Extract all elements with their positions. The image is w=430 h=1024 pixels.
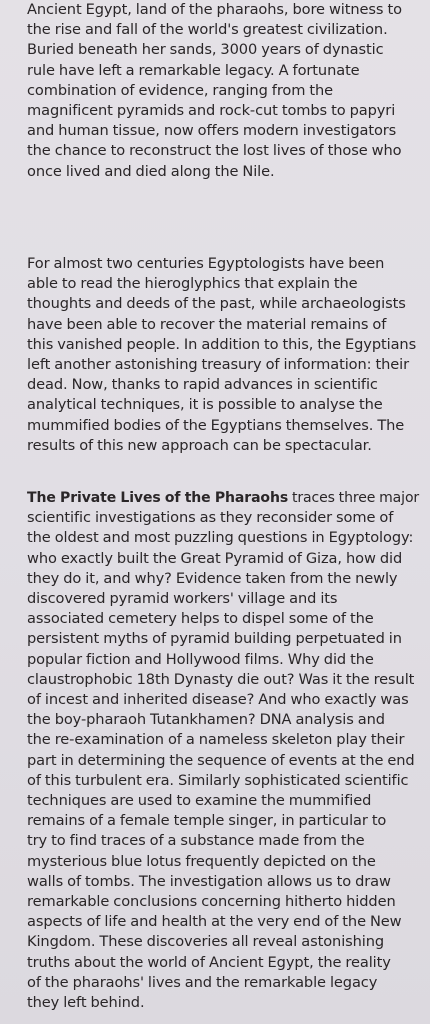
text-line: analytical techniques, it is possible to analyse the xyxy=(27,396,383,414)
text-line: of the pharaohs' lives and the remarkable legacy xyxy=(27,973,378,991)
text-line: the rise and fall of the world's greatest civilization. xyxy=(27,21,388,39)
text-line: For almost two centuries Egyptologists have been xyxy=(27,255,385,272)
text-line: aspects of life and health at the very end of the New xyxy=(27,913,402,931)
text-line: left another astonishing treasury of information: their xyxy=(27,356,409,374)
paragraph-intro xyxy=(27,0,402,182)
text-line: rule have left a remarkable legacy. A fortunate xyxy=(27,61,360,79)
text-line: they left behind. xyxy=(27,994,145,1012)
text-line: once lived and died along the Nile. xyxy=(27,162,275,180)
text-line: Kingdom. These discoveries all reveal astonishing xyxy=(27,933,385,951)
text-line: the boy-pharaoh Tutankhamen? DNA analysis and xyxy=(27,711,385,729)
text-line: mysterious blue lotus frequently depicted on the xyxy=(27,852,376,870)
book-title: The Private Lives of the Pharaohs xyxy=(27,490,289,506)
text-line-rest: traces three major xyxy=(288,490,420,506)
text-line: discovered pyramid workers' village and its xyxy=(27,590,338,608)
text-line: and human tissue, now offers modern investigators xyxy=(27,122,397,140)
text-line: truths about the world of Ancient Egypt, the reality xyxy=(27,953,391,971)
text-line: remarkable conclusions concerning hitherto hidden xyxy=(27,893,396,911)
text-line: who exactly built the Great Pyramid of Giza, how did xyxy=(27,549,403,567)
text-line: thoughts and deeds of the past, while archaeologists xyxy=(27,295,406,313)
text-line: mummified bodies of the Egyptians themselves. The xyxy=(27,416,405,434)
text-line: walls of tombs. The investigation allows us to draw xyxy=(27,872,391,890)
text-line: Buried beneath her sands, 3000 years of dynastic xyxy=(27,41,384,59)
text-line: the oldest and most puzzling questions in Egyptology: xyxy=(27,529,414,547)
text-line: of incest and inherited disease? And who exactly was xyxy=(27,691,409,709)
text-line: try to find traces of a substance made from the xyxy=(27,832,365,850)
paragraph-egyptologists xyxy=(27,254,416,456)
text-line: remains of a female temple singer, in particular to xyxy=(27,812,387,830)
text-line: persistent myths of pyramid building perpetuated in xyxy=(27,630,402,648)
text-line: claustrophobic 18th Dynasty die out? Was it the result xyxy=(27,670,415,688)
text-line: the chance to reconstruct the lost lives of those who xyxy=(27,142,402,160)
text-line: magnificent pyramids and rock-cut tombs to papyri xyxy=(27,102,396,120)
text-line: dead. Now, thanks to rapid advances in scientific xyxy=(27,376,378,394)
paragraph-investigations xyxy=(27,488,419,1013)
text-line: associated cemetery helps to dispel some of the xyxy=(27,610,374,628)
text-line: part in determining the sequence of events at the end xyxy=(27,751,415,769)
text-line: the re-examination of a nameless skeleton play their xyxy=(27,731,405,749)
text-line: combination of evidence, ranging from the xyxy=(27,81,334,99)
text-line: this vanished people. In addition to this, the Egyptians xyxy=(27,335,417,353)
text-line: they do it, and why? Evidence taken from the newly xyxy=(27,569,398,587)
text-line: Ancient Egypt, land of the pharaohs, bore witness to xyxy=(27,1,402,18)
text-line: scientific investigations as they reconsider some of xyxy=(27,509,394,527)
text-line: able to read the hieroglyphics that explain the xyxy=(27,275,358,293)
text-line: results of this new approach can be spectacular. xyxy=(27,436,372,454)
text-line: have been able to recover the material remains of xyxy=(27,315,387,333)
text-line: popular fiction and Hollywood films. Why did the xyxy=(27,650,374,668)
text-line: of this turbulent era. Similarly sophisticated scientific xyxy=(27,771,409,789)
text-line xyxy=(27,488,419,508)
text-line: techniques are used to examine the mummified xyxy=(27,792,372,810)
